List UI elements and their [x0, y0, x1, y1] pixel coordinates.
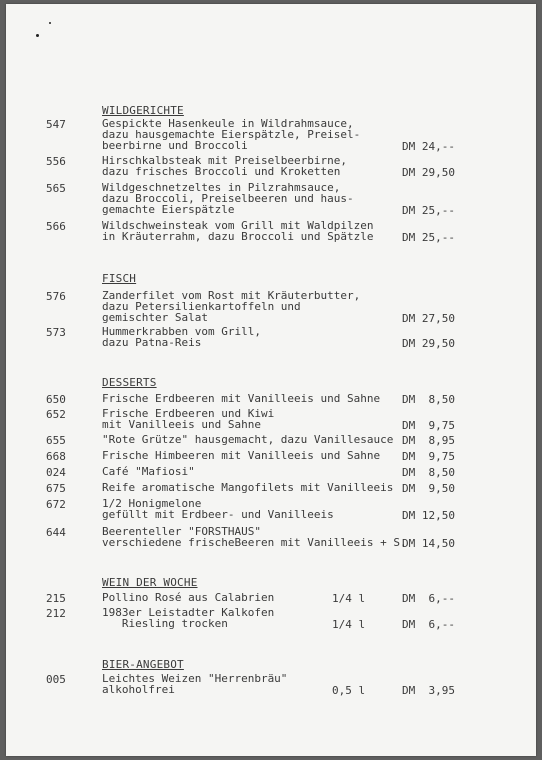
item-quantity: 1/4 l: [332, 618, 366, 632]
item-description: [102, 220, 374, 242]
item-number: 644: [46, 526, 66, 539]
item-description: [102, 393, 380, 404]
item-price: DM 25,--: [402, 231, 455, 245]
section-heading: WILDGERICHTE: [102, 104, 184, 117]
item-number: 655: [46, 434, 66, 447]
description-line: mit Vanilleeis und Sahne: [102, 418, 261, 432]
item-description: [102, 326, 261, 348]
description-line: gemischter Salat: [102, 311, 208, 325]
description-line: dazu Petersilienkartoffeln und: [102, 300, 301, 314]
item-description: [102, 434, 393, 445]
description-line: Hirschkalbsteak mit Preiselbeerbirne,: [102, 154, 348, 167]
item-description: [102, 526, 407, 548]
description-line: Wildschweinsteak vom Grill mit Waldpilzen: [102, 219, 374, 232]
item-description: [102, 450, 380, 461]
item-number: 672: [46, 498, 66, 511]
item-price: DM 6,--: [402, 592, 455, 605]
description-line: Leichtes Weizen "Herrenbräu": [102, 672, 288, 685]
item-number: 576: [46, 290, 66, 303]
item-description: [102, 673, 287, 695]
description-line: Hummerkrabben vom Grill,: [102, 325, 261, 338]
description-line: in Kräuterrahm, dazu Broccoli und Spätzle: [102, 230, 374, 244]
item-number: 215: [46, 592, 66, 605]
description-line: gefüllt mit Erdbeer- und Vanilleeis: [102, 508, 334, 522]
menu-page: [6, 4, 536, 756]
item-description: [102, 182, 354, 216]
description-line: Reife aromatische Mangofilets mit Vanilleeis: [102, 481, 394, 494]
description-line: Frische Himbeeren mit Vanilleeis und Sahne: [102, 449, 381, 462]
item-price: DM 29,50: [402, 337, 455, 351]
item-description: [102, 592, 274, 603]
item-price: DM 3,95: [402, 684, 455, 698]
item-description: [102, 482, 393, 493]
item-price: DM 9,75: [402, 419, 455, 433]
item-description: [102, 155, 347, 177]
item-number: 565: [46, 182, 66, 195]
section-heading: WEIN DER WOCHE: [102, 576, 198, 589]
description-line: Zanderfilet vom Rost mit Kräuterbutter,: [102, 289, 361, 302]
description-line: Café "Mafiosi": [102, 465, 195, 478]
item-price: DM 27,50: [402, 312, 455, 326]
description-line: dazu Broccoli, Preiselbeeren und haus-: [102, 192, 354, 206]
description-line: Beerenteller "FORSTHAUS": [102, 525, 261, 538]
item-number: 024: [46, 466, 66, 479]
item-price: DM 8,50: [402, 466, 455, 479]
item-price: DM 12,50: [402, 509, 455, 523]
item-price: DM 14,50: [402, 537, 455, 551]
description-line: beerbirne und Broccoli: [102, 139, 248, 153]
description-line: dazu hausgemachte Eierspätzle, Preisel-: [102, 128, 361, 142]
item-description: [102, 607, 274, 629]
item-description: [102, 118, 360, 152]
item-description: [102, 466, 195, 477]
description-line: 1/2 Honigmelone: [102, 497, 202, 510]
description-line: alkoholfrei: [102, 683, 175, 697]
description-line: verschiedene frischeBeeren mit Vanilleeis + S.: [102, 536, 407, 550]
item-price: DM 25,--: [402, 204, 455, 218]
item-description: [102, 290, 360, 324]
description-line: Wildgeschnetzeltes in Pilzrahmsauce,: [102, 181, 341, 194]
description-line: Pollino Rosé aus Calabrien: [102, 591, 275, 604]
item-number: 573: [46, 326, 66, 339]
item-price: DM 8,50: [402, 393, 455, 406]
item-price: DM 6,--: [402, 618, 455, 632]
item-quantity: 0,5 l: [332, 684, 366, 698]
item-number: 566: [46, 220, 66, 233]
description-line: Frische Erdbeeren mit Vanilleeis und Sahne: [102, 392, 381, 405]
item-price: DM 8,95: [402, 434, 455, 447]
item-number: 556: [46, 155, 66, 168]
item-number: 675: [46, 482, 66, 495]
description-line: 1983er Leistadter Kalkofen: [102, 606, 275, 619]
item-number: 650: [46, 393, 66, 406]
item-number: 005: [46, 673, 66, 686]
description-line: Frische Erdbeeren und Kiwi: [102, 407, 275, 420]
description-line: Riesling trocken: [102, 617, 228, 631]
description-line: Gespickte Hasenkeule in Wildrahmsauce,: [102, 117, 354, 130]
description-line: gemachte Eierspätzle: [102, 203, 235, 217]
description-line: dazu Patna-Reis: [102, 336, 202, 350]
section-heading: BIER-ANGEBOT: [102, 658, 184, 671]
item-price: DM 29,50: [402, 166, 455, 180]
section-heading: FISCH: [102, 272, 137, 285]
item-number: 652: [46, 408, 66, 421]
ink-dot: [49, 22, 51, 24]
item-price: DM 9,50: [402, 482, 455, 495]
ink-dot: [36, 34, 39, 37]
description-line: "Rote Grütze" hausgemacht, dazu Vanillesauce: [102, 433, 394, 446]
section-heading: DESSERTS: [102, 376, 157, 389]
item-description: [102, 408, 274, 430]
item-quantity: 1/4 l: [332, 592, 366, 605]
item-number: 212: [46, 607, 66, 620]
item-price: DM 9,75: [402, 450, 455, 463]
item-number: 668: [46, 450, 66, 463]
item-description: [102, 498, 334, 520]
description-line: dazu frisches Broccoli und Kroketten: [102, 165, 341, 179]
item-number: 547: [46, 118, 66, 131]
item-price: DM 24,--: [402, 140, 455, 154]
